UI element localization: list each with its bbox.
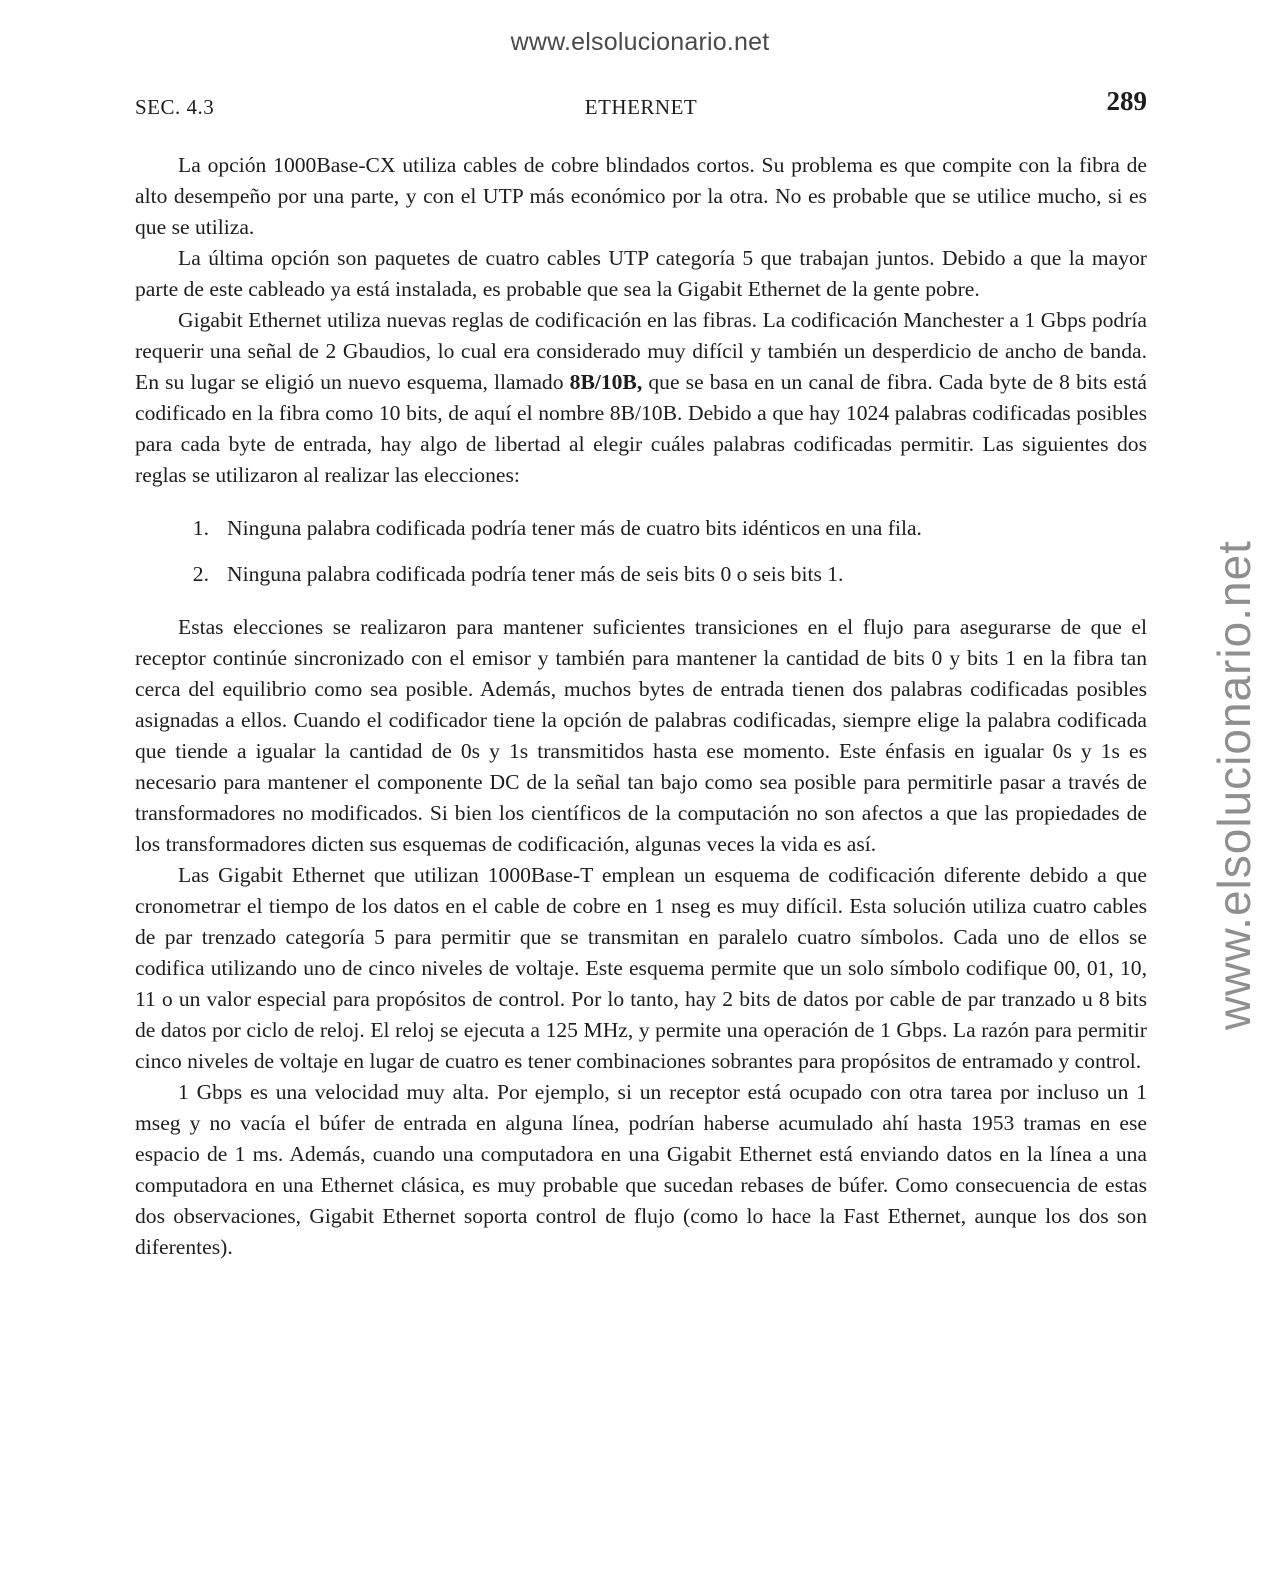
term-8b10b: 8B/10B, <box>569 370 643 394</box>
paragraph-utp-option: La última opción son paquetes de cuatro cables UTP categoría 5 que trabajan juntos. Debido a que la mayor parte de este cableado ya está instalada, es probable que sea la Gigabit Ethernet de la gente pobre. <box>135 246 1147 301</box>
chapter-title: ETHERNET <box>584 95 698 119</box>
paragraph-1000base-cx: La opción 1000Base-CX utiliza cables de cobre blindados cortos. Su problema es que compite con la fibra de alto desempeño por una parte, y con el UTP más económico por la otra. No es probable que se utilice mucho, si es que se utiliza. <box>135 153 1147 239</box>
paragraph-encoding-rules <box>135 305 1147 491</box>
paragraph-1000base-t: Las Gigabit Ethernet que utilizan 1000Base-T emplean un esquema de codificación diferente debido a que cronometrar el tiempo de los datos en el cable de cobre en 1 nseg es muy difícil. Esta solución utiliza cuatro cables de par trenzado categoría 5 para permitir que se transmitan en paralelo cuatro símbolos. Cada uno de ellos se codifica utilizando uno de cinco niveles de voltaje. Este esquema permite que un solo símbolo codifique 00, 01, 10, 11 o un valor especial para propósitos de control. Por lo tanto, hay 2 bits de datos por cable de par tranzado u 8 bits de datos por ciclo de reloj. El reloj se ejecuta a 125 MHz, y permite una operación de 1 Gbps. La razón para permitir cinco niveles de voltaje en lugar de cuatro es tener combinaciones sobrantes para propósitos de entramado y control. <box>135 863 1147 1073</box>
watermark-url-top: www.elsolucionario.net <box>510 28 770 56</box>
list-item-number: 2. <box>192 562 209 586</box>
watermark-side-text: www.elsolucionario.net <box>1208 540 1260 1030</box>
list-item <box>135 559 1147 590</box>
page-body <box>135 150 1147 1263</box>
codeword-rules-list <box>135 513 1147 590</box>
list-item-text: Ninguna palabra codificada podría tener más de seis bits 0 o seis bits 1. <box>227 562 844 586</box>
list-item <box>135 513 1147 544</box>
paragraph-transitions: Estas elecciones se realizaron para mantener suficientes transiciones en el flujo para asegurarse de que el receptor continúe sincronizado con el emisor y también para mantener la cantidad de bits 0 y bits 1 en la fibra tan cerca del equilibrio como sea posible. Además, muchos bytes de entrada tienen dos palabras codificadas posibles asignadas a ellos. Cuando el codificador tiene la opción de palabras codificadas, siempre elige la palabra codificada que tiende a igualar la cantidad de 0s y 1s transmitidos hasta ese momento. Este énfasis en igualar 0s y 1s es necesario para mantener el componente DC de la señal tan bajo como sea posible para permitirle pasar a través de transformadores no modificados. Si bien los científicos de la computación no son afectos a que las propiedades de los transformadores dicten sus esquemas de codificación, algunas veces la vida es así. <box>135 615 1147 856</box>
paragraph-encoding-text-b: que se basa en un canal de fibra. Cada byte de 8 bits está codificado en la fibra como 10 bits, de aquí el nombre 8B/10B. Debido a que hay 1024 palabras codificadas posibles para cada byte de entrada, hay algo de libertad al elegir cuáles palabras codificadas permitir. Las siguientes dos reglas se utilizaron al realizar las elecciones: <box>135 370 1147 487</box>
watermark-url-side <box>1208 540 1260 1030</box>
running-header <box>135 86 1147 126</box>
paragraph-flow-control: 1 Gbps es una velocidad muy alta. Por ejemplo, si un receptor está ocupado con otra tarea por incluso un 1 mseg y no vacía el búfer de entrada en alguna línea, podrían haberse acumulado ahí hasta 1953 tramas en ese espacio de 1 ms. Además, cuando una computadora en una Gigabit Ethernet está enviando datos en la línea a una computadora en una Ethernet clásica, es muy probable que sucedan rebases de búfer. Como consecuencia de estas dos observaciones, Gigabit Ethernet soporta control de flujo (como lo hace la Fast Ethernet, aunque los dos son diferentes). <box>135 1080 1147 1259</box>
section-label: SEC. 4.3 <box>135 95 215 119</box>
page-number: 289 <box>1106 86 1147 116</box>
list-item-number: 1. <box>192 516 209 540</box>
list-item-text: Ninguna palabra codificada podría tener más de cuatro bits idénticos en una fila. <box>227 516 922 540</box>
paragraph-encoding-text-a: Gigabit Ethernet utiliza nuevas reglas de codificación en las fibras. La codificación Manchester a 1 Gbps podría requerir una señal de 2 Gbaudios, lo cual era considerado muy difícil y también un desperdicio de ancho de banda. En su lugar se eligió un nuevo esquema, llamado <box>135 308 1147 394</box>
